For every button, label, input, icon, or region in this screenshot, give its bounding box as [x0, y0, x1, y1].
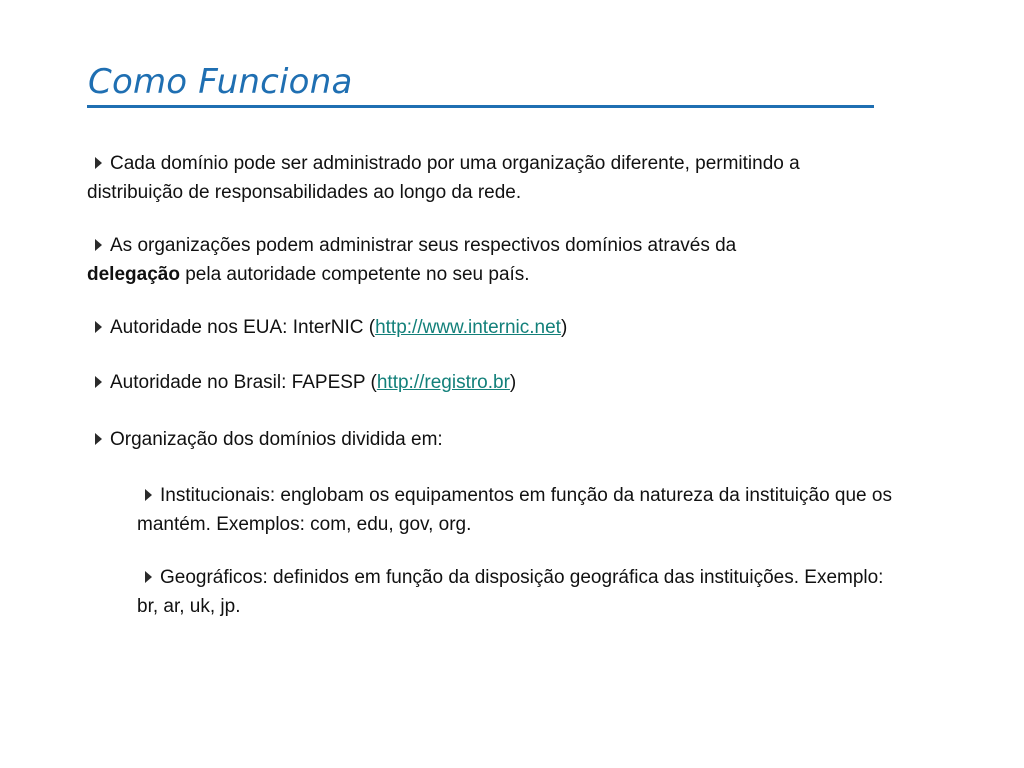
internic-link[interactable]: http://www.internic.net: [375, 317, 561, 338]
bullet-arrow-icon: [145, 489, 152, 501]
bullet-arrow-icon: [95, 433, 102, 445]
bullet-arrow-icon: [95, 239, 102, 251]
bullet-arrow-icon: [95, 321, 102, 333]
sub-bullet-text: Geográficos: definidos em função da disposição geográfica das instituições. Exemplo: br, ar, uk, jp.: [137, 567, 884, 617]
bullet-arrow-icon: [95, 376, 102, 388]
sub-bullet-item: [137, 481, 897, 539]
bullet-item: [87, 313, 887, 342]
bullet-item: [87, 368, 887, 397]
bullet-item: [87, 231, 887, 289]
bullet-text: Autoridade no Brasil: FAPESP (: [110, 372, 377, 393]
bullet-item: [87, 149, 887, 207]
title-underline: [87, 105, 874, 108]
bullet-text: Cada domínio pode ser administrado por uma organização diferente, permitindo a distribuição de responsabilidades ao longo da rede.: [87, 153, 800, 203]
bullet-bold-term: delegação: [87, 264, 180, 285]
bullet-text: Organização dos domínios dividida em:: [110, 429, 443, 450]
slide-title: Como Funciona: [88, 62, 353, 102]
bullet-text: Autoridade nos EUA: InterNIC (: [110, 317, 376, 338]
bullet-text: As organizações podem administrar seus respectivos domínios através da: [110, 235, 737, 256]
bullet-text: ): [560, 317, 568, 338]
bullet-arrow-icon: [145, 571, 152, 583]
bullet-text: pela autoridade competente no seu país.: [179, 264, 530, 285]
bullet-text: ): [509, 372, 517, 393]
registro-br-link[interactable]: http://registro.br: [376, 372, 510, 393]
sub-bullet-text: Institucionais: englobam os equipamentos em função da natureza da instituição que os mantém. Exemplos: com, edu, gov, org.: [137, 485, 892, 535]
bullet-arrow-icon: [95, 157, 102, 169]
sub-bullet-item: [137, 563, 897, 621]
bullet-item: [87, 425, 887, 454]
